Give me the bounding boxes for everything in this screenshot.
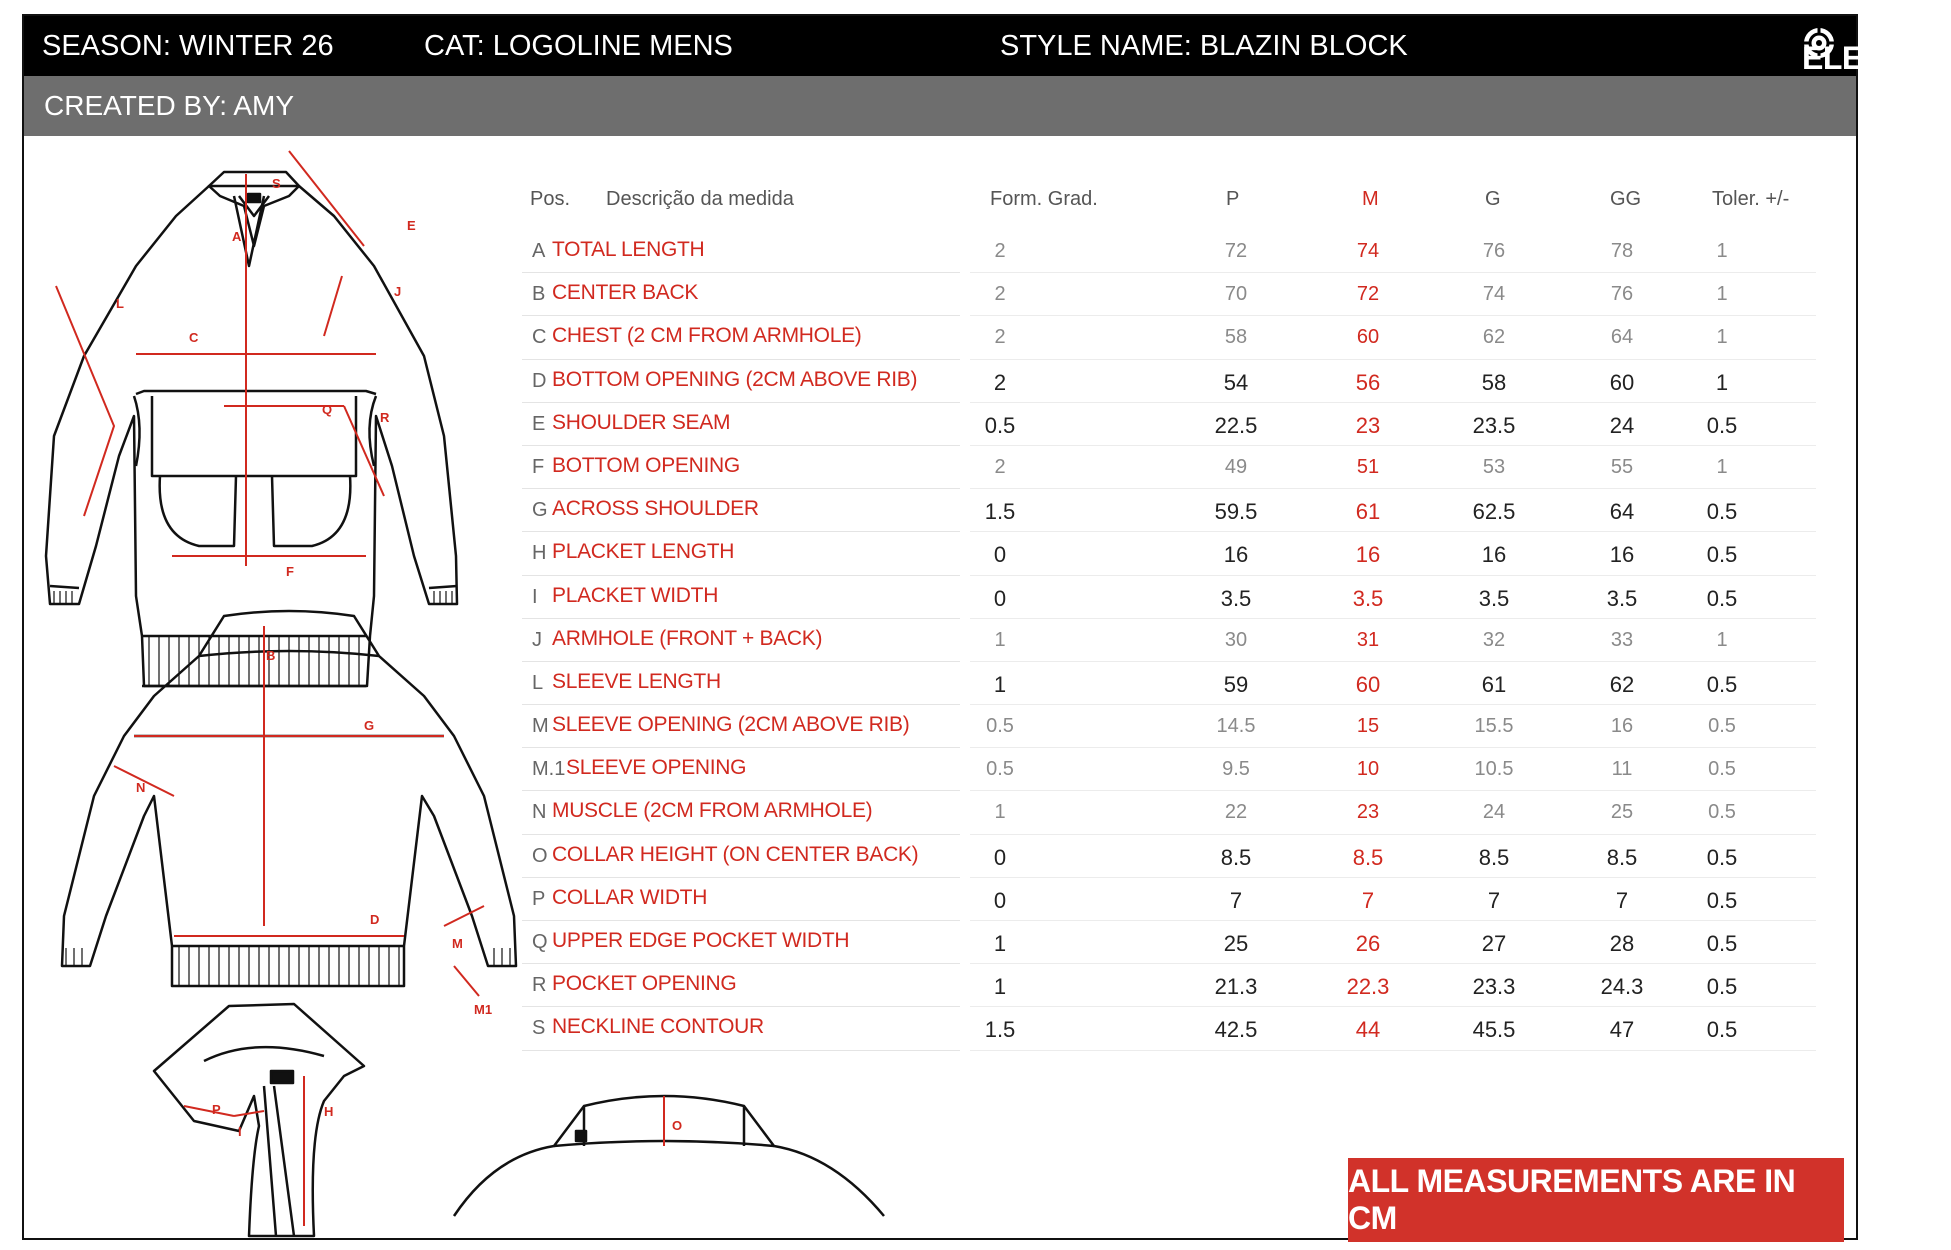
- diagram-label-q: Q: [322, 402, 333, 417]
- row-position: I: [532, 585, 538, 608]
- cell-m: 60: [1355, 671, 1381, 697]
- cell-m: 23: [1356, 801, 1380, 824]
- cell-p: 16: [1223, 542, 1249, 568]
- cell-m: 3.5: [1352, 585, 1384, 611]
- row-description: SLEEVE OPENING (2CM ABOVE RIB): [552, 713, 910, 737]
- diagram-label-c: C: [189, 330, 199, 345]
- row-position: A: [532, 240, 546, 262]
- cell-p: 58: [1224, 326, 1248, 349]
- header-pos: Pos.: [530, 188, 571, 210]
- cell-g: 45.5: [1472, 1017, 1516, 1043]
- diagram-label-h: H: [324, 1104, 334, 1119]
- cell-m: 26: [1355, 931, 1381, 956]
- table-row: [500, 921, 1820, 964]
- diagram-label-b: B: [266, 648, 276, 663]
- cell-gg: 24: [1609, 412, 1635, 438]
- cell-gg: 24.3: [1600, 974, 1644, 1000]
- row-description: ARMHOLE (FRONT + BACK): [552, 626, 823, 650]
- cell-tol: 1: [1716, 283, 1728, 306]
- row-description: UPPER EDGE POCKET WIDTH: [552, 929, 850, 952]
- cell-m: 7: [1361, 887, 1375, 913]
- cell-grad: 0: [993, 585, 1007, 611]
- cell-g: 74: [1482, 283, 1506, 306]
- cell-grad: 2: [994, 326, 1006, 349]
- cell-tol: 1: [1716, 326, 1728, 349]
- row-position: O: [532, 844, 548, 867]
- diagram-label-o: O: [672, 1118, 683, 1133]
- tech-spec-sheet: [22, 14, 1951, 1240]
- table-row: [500, 446, 1820, 489]
- cell-tol: 0.5: [1706, 412, 1738, 438]
- row-description: PLACKET LENGTH: [552, 540, 735, 564]
- diagram-label-i: I: [238, 1124, 242, 1139]
- cell-m: 74: [1356, 240, 1380, 262]
- cell-p: 21.3: [1214, 974, 1258, 1000]
- row-description: BOTTOM OPENING: [552, 453, 740, 477]
- cell-p: 42.5: [1214, 1017, 1258, 1043]
- cell-gg: 33: [1610, 628, 1634, 651]
- cell-p: 70: [1224, 283, 1248, 306]
- header-size-gg: GG: [1610, 188, 1642, 210]
- cell-g: 24: [1482, 801, 1506, 824]
- measurement-table: [500, 172, 1820, 1051]
- table-header: [500, 172, 1820, 230]
- cell-grad: 0.5: [984, 412, 1016, 438]
- cell-grad: 0: [993, 844, 1007, 870]
- cell-gg: 3.5: [1606, 585, 1638, 611]
- row-description: COLLAR HEIGHT (ON CENTER BACK): [552, 842, 919, 866]
- table-row: [500, 1007, 1820, 1050]
- cell-p: 49: [1224, 455, 1248, 478]
- cell-m: 60: [1356, 326, 1380, 349]
- cell-m: 8.5: [1352, 844, 1384, 870]
- cell-gg: 16: [1609, 542, 1635, 568]
- table-row: [500, 878, 1820, 921]
- diagram-label-m1: M1: [474, 1002, 493, 1017]
- cell-gg: 64: [1610, 326, 1634, 349]
- cell-p: 25: [1223, 931, 1249, 956]
- table-row: [500, 316, 1820, 359]
- cell-p: 30: [1224, 628, 1248, 651]
- diagram-label-f: F: [286, 564, 294, 579]
- row-position: D: [532, 369, 547, 392]
- row-description: ACROSS SHOULDER: [552, 497, 759, 521]
- cell-g: 16: [1481, 542, 1507, 568]
- row-description: SLEEVE LENGTH: [552, 669, 721, 693]
- cell-p: 22.5: [1214, 412, 1258, 438]
- header-desc: Descrição da medida: [606, 188, 794, 210]
- created-by-label: CREATED BY: AMY: [44, 90, 294, 121]
- cell-g: 15.5: [1474, 715, 1514, 738]
- cell-grad: 1.5: [984, 499, 1016, 525]
- style-name-label: STYLE NAME: BLAZIN BLOCK: [1000, 30, 1408, 62]
- brand-logo: [1802, 26, 1951, 76]
- cell-m: 15: [1356, 715, 1380, 738]
- cell-g: 23.5: [1472, 412, 1516, 438]
- table-row: [500, 360, 1820, 403]
- cell-grad: 1: [993, 931, 1007, 956]
- row-description: SLEEVE OPENING: [566, 756, 747, 780]
- cell-gg: 60: [1609, 369, 1635, 395]
- header-size-m: M: [1362, 188, 1379, 210]
- cell-grad: 1: [993, 671, 1007, 697]
- cell-grad: 1.5: [984, 1017, 1016, 1043]
- cell-m: 72: [1356, 283, 1380, 306]
- row-description: BOTTOM OPENING (2CM ABOVE RIB): [552, 367, 918, 391]
- cell-g: 7: [1487, 887, 1501, 913]
- row-position: Q: [532, 931, 548, 953]
- cell-g: 61: [1481, 671, 1507, 697]
- cell-grad: 1: [994, 628, 1006, 651]
- cell-p: 22: [1224, 801, 1248, 824]
- diagram-label-g: G: [364, 718, 375, 733]
- cell-grad: 0.5: [986, 715, 1014, 738]
- cell-tol: 1: [1716, 628, 1728, 651]
- cell-g: 3.5: [1478, 585, 1510, 611]
- front-view-flat: [46, 172, 457, 686]
- cell-gg: 25: [1610, 801, 1634, 824]
- cell-tol: 0.5: [1706, 887, 1738, 913]
- cell-tol: 0.5: [1706, 499, 1738, 525]
- cell-p: 72: [1224, 240, 1248, 262]
- diagram-label-n: N: [136, 780, 146, 795]
- table-row: [500, 835, 1820, 878]
- cell-tol: 1: [1716, 455, 1728, 478]
- diagram-label-m: M: [452, 936, 463, 951]
- cell-m: 61: [1355, 499, 1381, 525]
- category-label: CAT: LOGOLINE MENS: [424, 30, 733, 62]
- diagram-label-s: S: [272, 176, 281, 191]
- cell-grad: 2: [994, 240, 1006, 262]
- table-row: [500, 619, 1820, 662]
- diagram-label-e: E: [407, 218, 416, 233]
- cell-tol: 0.5: [1706, 1017, 1738, 1043]
- brand-name: ELEMENT: [1802, 40, 1951, 76]
- cell-tol: 0.5: [1708, 801, 1736, 824]
- cell-m: 23: [1355, 412, 1381, 438]
- row-position: M.1: [532, 758, 566, 781]
- diagram-label-d: D: [370, 912, 380, 927]
- row-position: S: [532, 1017, 546, 1040]
- cell-p: 7: [1229, 887, 1243, 913]
- row-position: H: [532, 542, 547, 565]
- cell-tol: 0.5: [1706, 542, 1738, 568]
- cell-g: 76: [1482, 240, 1506, 262]
- cell-grad: 2: [994, 283, 1006, 306]
- diagram-label-p: P: [212, 1102, 221, 1117]
- cell-m: 44: [1355, 1017, 1381, 1043]
- diagram-label-j: J: [394, 284, 402, 299]
- row-position: R: [532, 974, 547, 997]
- table-row: [500, 662, 1820, 705]
- cell-p: 59.5: [1214, 499, 1258, 525]
- cell-gg: 78: [1610, 240, 1634, 262]
- collar-back-flat: [454, 1096, 884, 1216]
- cell-g: 58: [1481, 369, 1507, 395]
- created-by-bar: [24, 76, 1856, 136]
- table-row: [500, 964, 1820, 1007]
- table-row: [500, 791, 1820, 834]
- table-row: [500, 576, 1820, 619]
- collar-detail-flat: [154, 1004, 364, 1236]
- cell-g: 62: [1482, 326, 1506, 349]
- cell-gg: 62: [1609, 671, 1635, 697]
- cell-g: 10.5: [1474, 758, 1514, 781]
- diagram-label-r: R: [380, 410, 390, 425]
- season-label: SEASON: WINTER 26: [42, 30, 334, 62]
- header-grad: Form. Grad.: [990, 188, 1098, 210]
- header-tolerance: Toler. +/-: [1712, 188, 1790, 210]
- row-position: L: [532, 671, 544, 694]
- cell-tol: 0.5: [1706, 844, 1738, 870]
- cell-m: 10: [1356, 758, 1380, 781]
- cell-m: 31: [1356, 628, 1380, 651]
- cell-gg: 64: [1609, 499, 1635, 525]
- row-position: C: [532, 326, 547, 349]
- cell-p: 14.5: [1216, 715, 1256, 738]
- cell-gg: 55: [1610, 455, 1634, 478]
- row-description: PLACKET WIDTH: [552, 583, 719, 607]
- row-position: J: [532, 628, 542, 651]
- cell-tol: 1: [1716, 240, 1728, 262]
- cell-gg: 47: [1609, 1017, 1635, 1043]
- cell-p: 59: [1223, 671, 1249, 697]
- cell-p: 54: [1223, 369, 1249, 395]
- row-description: NECKLINE CONTOUR: [552, 1015, 764, 1039]
- cell-p: 8.5: [1220, 844, 1252, 870]
- row-divider: [970, 1050, 1816, 1051]
- row-divider: [522, 1050, 960, 1051]
- table-body: [500, 230, 1820, 1051]
- table-row: [500, 403, 1820, 446]
- table-row: [500, 532, 1820, 575]
- cell-g: 23.3: [1472, 974, 1516, 1000]
- cell-grad: 2: [994, 455, 1006, 478]
- row-position: E: [532, 412, 546, 435]
- cell-p: 3.5: [1220, 585, 1252, 611]
- row-description: SHOULDER SEAM: [552, 410, 731, 434]
- cell-tol: 0.5: [1708, 758, 1736, 781]
- cell-m: 22.3: [1346, 974, 1390, 1000]
- cell-gg: 76: [1610, 283, 1634, 306]
- row-position: F: [532, 455, 545, 478]
- table-row: [500, 273, 1820, 316]
- header-size-g: G: [1485, 188, 1501, 210]
- cell-gg: 11: [1611, 758, 1633, 781]
- header-size-p: P: [1226, 188, 1240, 210]
- row-description: COLLAR WIDTH: [552, 885, 708, 909]
- header-bar: [24, 16, 1951, 76]
- cell-grad: 2: [993, 369, 1007, 395]
- row-description: CHEST (2 CM FROM ARMHOLE): [552, 324, 862, 348]
- row-position: N: [532, 801, 547, 824]
- cell-grad: 1: [993, 974, 1007, 1000]
- table-row: [500, 705, 1820, 748]
- cell-tol: 0.5: [1706, 931, 1738, 956]
- cell-tol: 0.5: [1706, 671, 1738, 697]
- table-row: [500, 748, 1820, 791]
- row-position: P: [532, 887, 546, 910]
- cell-g: 32: [1482, 628, 1506, 651]
- diagram-label-a: A: [232, 229, 242, 244]
- cell-tol: 0.5: [1708, 715, 1736, 738]
- cell-tol: 0.5: [1706, 585, 1738, 611]
- row-description: CENTER BACK: [552, 281, 699, 305]
- row-position: G: [532, 499, 548, 522]
- cell-gg: 8.5: [1606, 844, 1638, 870]
- table-row: [500, 489, 1820, 532]
- cell-grad: 0: [993, 542, 1007, 568]
- cell-gg: 16: [1610, 715, 1634, 738]
- cell-m: 16: [1355, 542, 1381, 568]
- cell-grad: 0: [993, 887, 1007, 913]
- cell-g: 8.5: [1478, 844, 1510, 870]
- cell-m: 56: [1355, 369, 1381, 395]
- table-row: [500, 230, 1820, 273]
- cell-p: 9.5: [1222, 758, 1250, 781]
- cell-g: 62.5: [1472, 499, 1516, 525]
- diagram-label-l: L: [116, 296, 124, 311]
- cell-g: 27: [1481, 931, 1507, 956]
- row-position: M: [532, 715, 549, 738]
- cell-g: 53: [1482, 455, 1506, 478]
- row-description: TOTAL LENGTH: [552, 238, 705, 261]
- cell-m: 51: [1356, 455, 1380, 478]
- cell-gg: 7: [1615, 887, 1629, 913]
- row-description: MUSCLE (2CM FROM ARMHOLE): [552, 799, 873, 823]
- cell-grad: 0.5: [986, 758, 1014, 781]
- measurement-unit-note: ALL MEASUREMENTS ARE IN CM: [1348, 1158, 1844, 1242]
- cell-gg: 28: [1609, 931, 1635, 956]
- cell-tol: 1: [1715, 369, 1729, 395]
- row-description: POCKET OPENING: [552, 972, 737, 996]
- row-position: B: [532, 283, 546, 306]
- cell-tol: 0.5: [1706, 974, 1738, 1000]
- cell-grad: 1: [994, 801, 1006, 824]
